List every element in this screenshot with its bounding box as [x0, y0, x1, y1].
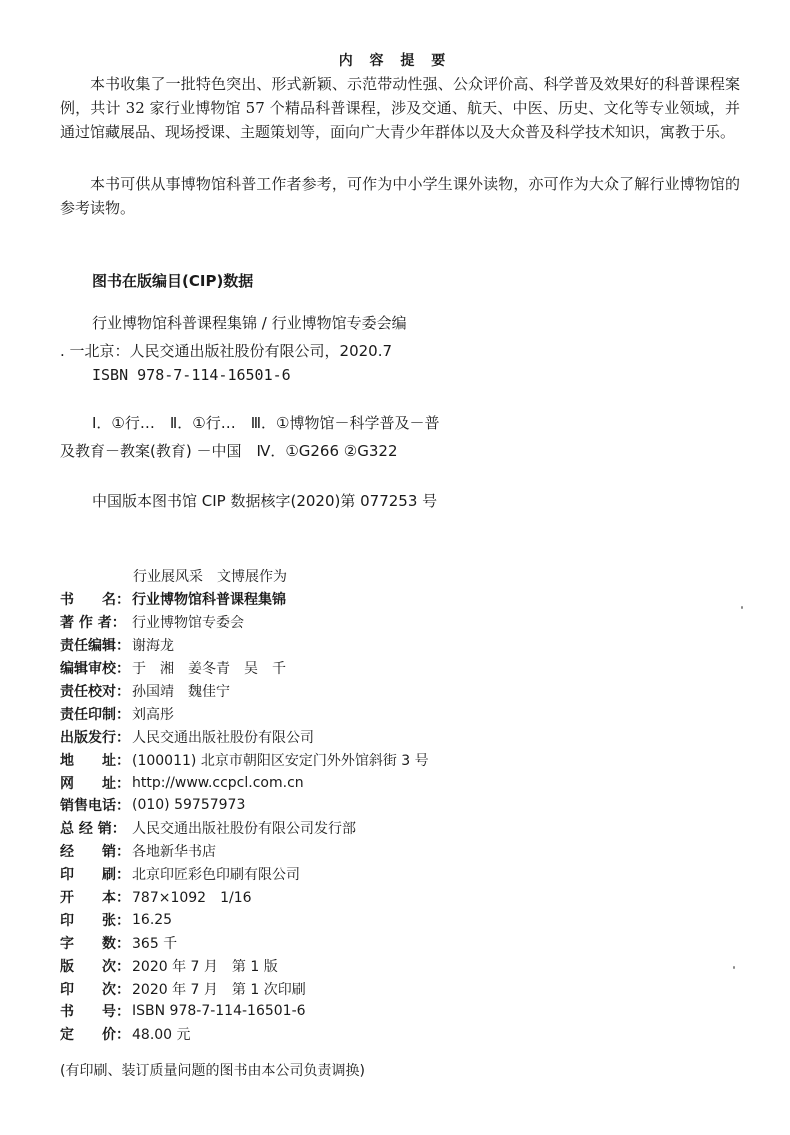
- colophon-row-edition: [60, 954, 429, 977]
- summary-paragraph-2: 本书可供从事博物馆科普工作者参考，可作为中小学生课外读物，亦可作为大众了解行业博物馆的参考读物。: [60, 175, 740, 217]
- colophon-label: 书 名：: [60, 592, 130, 609]
- colophon-label: 出版发行：: [60, 729, 130, 746]
- cip-isbn-line: ISBN 978-7-114-16501-6: [92, 366, 291, 384]
- cip-publisher-line: . 一北京：人民交通出版社股份有限公司，2020.7: [60, 342, 393, 360]
- colophon-row-isbn: [60, 1000, 429, 1023]
- colophon-row-sheets: [60, 908, 429, 931]
- colophon-row-printing: [60, 977, 429, 1000]
- colophon-label: 总 经 销：: [60, 821, 126, 838]
- colophon-label: 经 销：: [60, 844, 130, 861]
- colophon-label: 字 数：: [60, 935, 130, 952]
- colophon-table: [60, 588, 429, 1046]
- word-count-value: 365 千: [132, 935, 178, 952]
- colophon-label: 地 址：: [60, 752, 130, 769]
- colophon-label: 责任编辑：: [60, 638, 130, 655]
- sheets-value: 16.25: [132, 911, 173, 928]
- scan-speck: [733, 966, 735, 969]
- address-value: (100011) 北京市朝阳区安定门外外馆斜街 3 号: [132, 752, 429, 769]
- colophon-label: 印 张：: [60, 912, 130, 929]
- colophon-row-format: [60, 886, 429, 909]
- colophon-label: 印 次：: [60, 981, 130, 998]
- reviewers-value: 于 湘 姜冬青 吴 千: [132, 661, 286, 678]
- colophon-label: 著 作 者：: [60, 615, 126, 632]
- colophon-label: 网 址：: [60, 775, 130, 792]
- edition-value: 2020 年 7 月 第 1 版: [132, 958, 278, 975]
- printer-value: 北京印匠彩色印刷有限公司: [132, 867, 300, 884]
- colophon-row-distributor: [60, 817, 429, 840]
- cip-title-line: 行业博物馆科普课程集锦 / 行业博物馆专委会编: [92, 314, 407, 332]
- distributor-value: 人民交通出版社股份有限公司发行部: [132, 821, 356, 838]
- colophon-label: 印 刷：: [60, 867, 130, 884]
- sellers-value: 各地新华书店: [132, 844, 216, 861]
- colophon-label: 书 号：: [60, 1004, 130, 1021]
- isbn-value: ISBN 978-7-114-16501-6: [132, 1003, 306, 1020]
- cip-classification-line-2: 及教育－教案(教育) －中国 Ⅳ．①G266 ②G322: [60, 442, 398, 460]
- publisher-value: 人民交通出版社股份有限公司: [132, 729, 314, 746]
- colophon-row-publisher: [60, 725, 429, 748]
- scan-speck: [741, 606, 743, 609]
- colophon-row-sellers: [60, 840, 429, 863]
- website-value: http://www.ccpcl.com.cn: [132, 774, 304, 791]
- colophon-row-editor: [60, 634, 429, 657]
- cip-classification-line-1: Ⅰ．①行… Ⅱ．①行… Ⅲ．①博物馆－科学普及－普: [92, 414, 440, 432]
- colophon-label: 定 价：: [60, 1027, 130, 1044]
- editor-value: 谢海龙: [132, 638, 174, 655]
- colophon-label: 版 次：: [60, 958, 130, 975]
- summary-paragraph-1: 本书收集了一批特色突出、形式新颖、示范带动性强、公众评价高、科学普及效果好的科普课程案例，共计 32 家行业博物馆 57 个精品科普课程，涉及交通、航天、中医、历史、文化等专业领域，并通过馆藏展品、现场授课、主题策划等，面向广大青少年群体以及大众普及科学技术知识，寓教于乐。: [60, 75, 740, 141]
- colophon-row-print-manager: [60, 702, 429, 725]
- cip-check-number: 中国版本图书馆 CIP 数据核字(2020)第 077253 号: [92, 492, 438, 510]
- colophon-row-address: [60, 748, 429, 771]
- colophon-row-printer: [60, 863, 429, 886]
- colophon-row-word-count: [60, 931, 429, 954]
- summary-title: 内 容 提 要: [338, 53, 452, 69]
- printing-value: 2020 年 7 月 第 1 次印刷: [132, 981, 306, 998]
- colophon-label: 责任印制：: [60, 706, 130, 723]
- colophon-label: 责任校对：: [60, 684, 130, 700]
- colophon-row-author: [60, 611, 429, 634]
- colophon-label: 编辑审校：: [60, 661, 130, 678]
- phone-value: (010) 59757973: [132, 797, 246, 814]
- colophon-slogan: 行业展风采 文博展作为: [133, 569, 287, 585]
- proofreaders-value: 孙国靖 魏佳宁: [132, 684, 230, 700]
- print-manager-value: 刘高彤: [132, 706, 174, 723]
- colophon-label: 开 本：: [60, 890, 130, 907]
- colophon-label: 销售电话：: [60, 798, 130, 815]
- colophon-row-website: [60, 771, 429, 794]
- format-value: 787×1092 1/16: [132, 890, 252, 907]
- colophon-row-phone: [60, 794, 429, 817]
- quality-footnote: (有印刷、装订质量问题的图书由本公司负责调换): [60, 1063, 365, 1079]
- colophon-row-proofreaders: [60, 680, 429, 703]
- colophon-row-price: [60, 1023, 429, 1046]
- colophon-row-reviewers: [60, 657, 429, 680]
- cip-heading: 图书在版编目(CIP)数据: [92, 272, 254, 290]
- price-value: 48.00 元: [132, 1027, 191, 1044]
- author-value: 行业博物馆专委会: [132, 615, 244, 632]
- colophon-row-title: [60, 588, 429, 611]
- book-title-value: 行业博物馆科普课程集锦: [132, 592, 286, 609]
